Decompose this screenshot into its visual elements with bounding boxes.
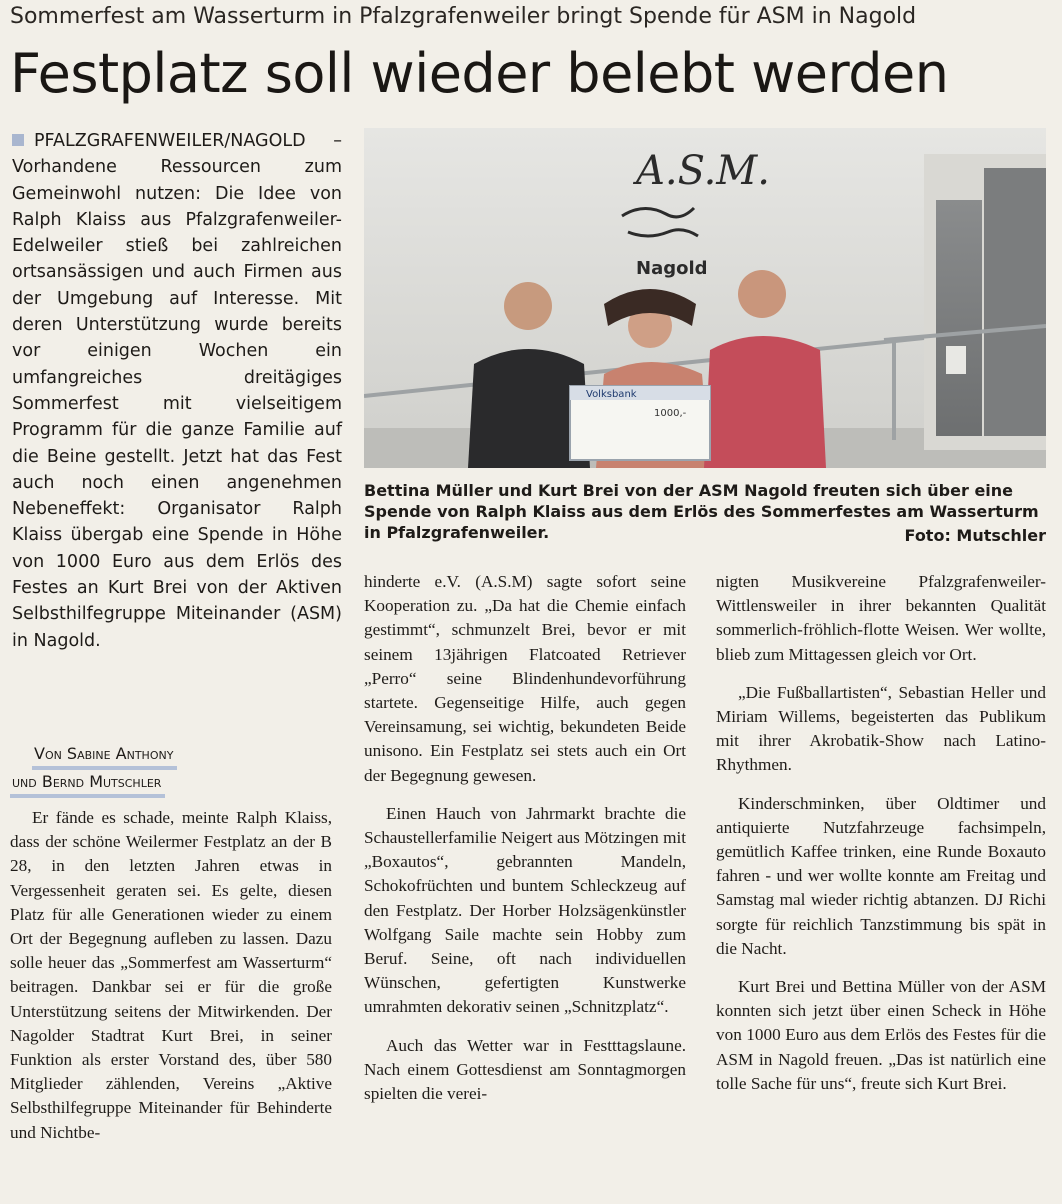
section-marker-icon [12,134,24,146]
paragraph: hinderte e.V. (A.S.M) sagte sofort seine Kooperation zu. „Da hat die Chemie einfach gestimmt“, schmunzelt Brei, bevor er mit seinem 13jährigen Flatcoated Retriever „Perro“ seine Blindenhundevorführung startete. Gegenseitige Hilfe, auch gegen Vereinsamung, sei wichtig, bekundeten Beide unisono. Ein Festplatz sei stets auch ein Ort der Begegnung gewesen. [364,572,686,785]
paragraph: Kinderschminken, über Oldtimer und antiquierte Nutzfahrzeuge fachsimpeln, gemütlich Kaffee trinken, eine Runde Boxauto fahren - und wer wollte konnte am Freitag und Samstag mal wieder richtig abtanzen. DJ Richi sorgte für reichlich Tanzstimmung bis spät in die Nacht. [716,793,1046,958]
person-right-head [738,270,786,318]
paragraph: Auch das Wetter war in Festttagslaune. Nach einem Gottesdienst am Sonntagmorgen spielten die verei- [364,1035,686,1104]
article-column-3 [716,570,1046,1110]
article-column-2 [364,570,686,1120]
person-right-body [704,336,826,468]
article-kicker: Sommerfest am Wasserturm in Pfalzgrafenweiler bringt Spende für ASM in Nagold [10,4,917,29]
paragraph: Kurt Brei und Bettina Müller von der ASM konnten sich jetzt über einen Scheck in Höhe von 1000 Euro aus dem Erlös des Festes für die ASM in Nagold freuen. „Das ist natürlich eine tolle Sache für uns“, freute sich Kurt Brei. [716,977,1046,1093]
article-photo [364,128,1046,468]
article-lead [12,128,342,654]
paragraph: nigten Musikvereine Pfalzgrafenweiler-Wittlensweiler in ihrer bekannten Qualität sommerlich-fröhlich-flotte Weisen. Wer wollte, blieb zum Mittagessen gleich vor Ort. [716,572,1046,664]
photo-credit: Foto: Mutschler [904,526,1046,545]
check-amount: 1000,- [654,408,687,419]
byline-line-1: Von Sabine Anthony [32,742,177,770]
person-left-head [504,282,552,330]
paragraph: Er fände es schade, meinte Ralph Klaiss, dass der schöne Weilermer Festplatz an der B 28, in den letzten Jahren etwas in Vergessenheit geraten sei. Es gelte, diesen Platz für alle Generationen wieder zu einem Ort der Begegnung aufleben zu lassen. Dazu solle heuer das „Sommerfest am Wasserturm“ beitragen. Dankbar sei er für die große Unterstützung seitens der Mitwirkenden. Der Nagolder Stadtrat Kurt Brei, in seiner Funktion als erster Vorstand des, über 580 Mitglieder zählenden, Vereins „Aktive Selbsthilfegruppe Miteinander für Behinderte und Nichtbe- [10,808,332,1142]
door-left [936,200,982,436]
sign-logo: A.S.M. [636,148,770,194]
paragraph: Einen Hauch von Jahrmarkt brachte die Schaustellerfamilie Neigert aus Mötzingen mit „Boxautos“, gebrannten Mandeln, Schokofrüchten und buntem Schleckzeug auf den Festplatz. Der Horber Holzsägenkünstler Wolfgang Saile machte sein Hobby zum Beruf. Seine, oft nach individuellen Wünschen, gefertigten Kunstwerke umrahmten dekorativ seinen „Schnitzplatz“. [364,803,686,1017]
sign-city: Nagold [636,258,708,279]
paragraph: „Die Fußballartisten“, Sebastian Heller und Miriam Willems, begeisterten das Publikum mit ihrer Akrobatik-Show nach Latino-Rhythmen. [716,682,1046,775]
photo-illustration [364,128,1046,468]
door-sign [946,346,966,374]
lead-text: – Vorhandene Ressourcen zum Gemeinwohl nutzen: Die Idee von Ralph Klaiss aus Pfalzgrafenweiler-Edelweiler stieß bei zahlreichen ortsansässigen und auch Firmen aus der Umgebung auf Interesse. Mit deren Unterstützung wurde bereits vor einigen Wochen ein umfangreiches dreitägiges Sommerfest mit vielseitigem Programm für die ganze Familie auf die Beine gestellt. Jetzt hat das Fest auch noch einen angenehmen Nebeneffekt: Organisator Ralph Klaiss übergab eine Spende in Höhe von 1000 Euro aus dem Erlös des Festes an Kurt Brei von der Aktiven Selbsthilfegruppe Miteinander (ASM) in Nagold. [12,131,342,651]
door-right [984,168,1046,436]
article-column-1 [10,806,332,1159]
byline [10,742,340,798]
dateline: PFALZGRAFENWEILER/NAGOLD [34,131,306,151]
article-headline: Festplatz soll wieder belebt werden [10,42,949,105]
photo-caption: Bettina Müller und Kurt Brei von der ASM Nagold freuten sich über eine Spende von Ralph Klaiss aus dem Erlös des Sommerfestes am Wasserturm in Pfalzgrafenweiler. [364,481,1039,542]
check-bank: Volksbank [586,389,637,400]
byline-line-2: und Bernd Mutschler [10,770,165,798]
